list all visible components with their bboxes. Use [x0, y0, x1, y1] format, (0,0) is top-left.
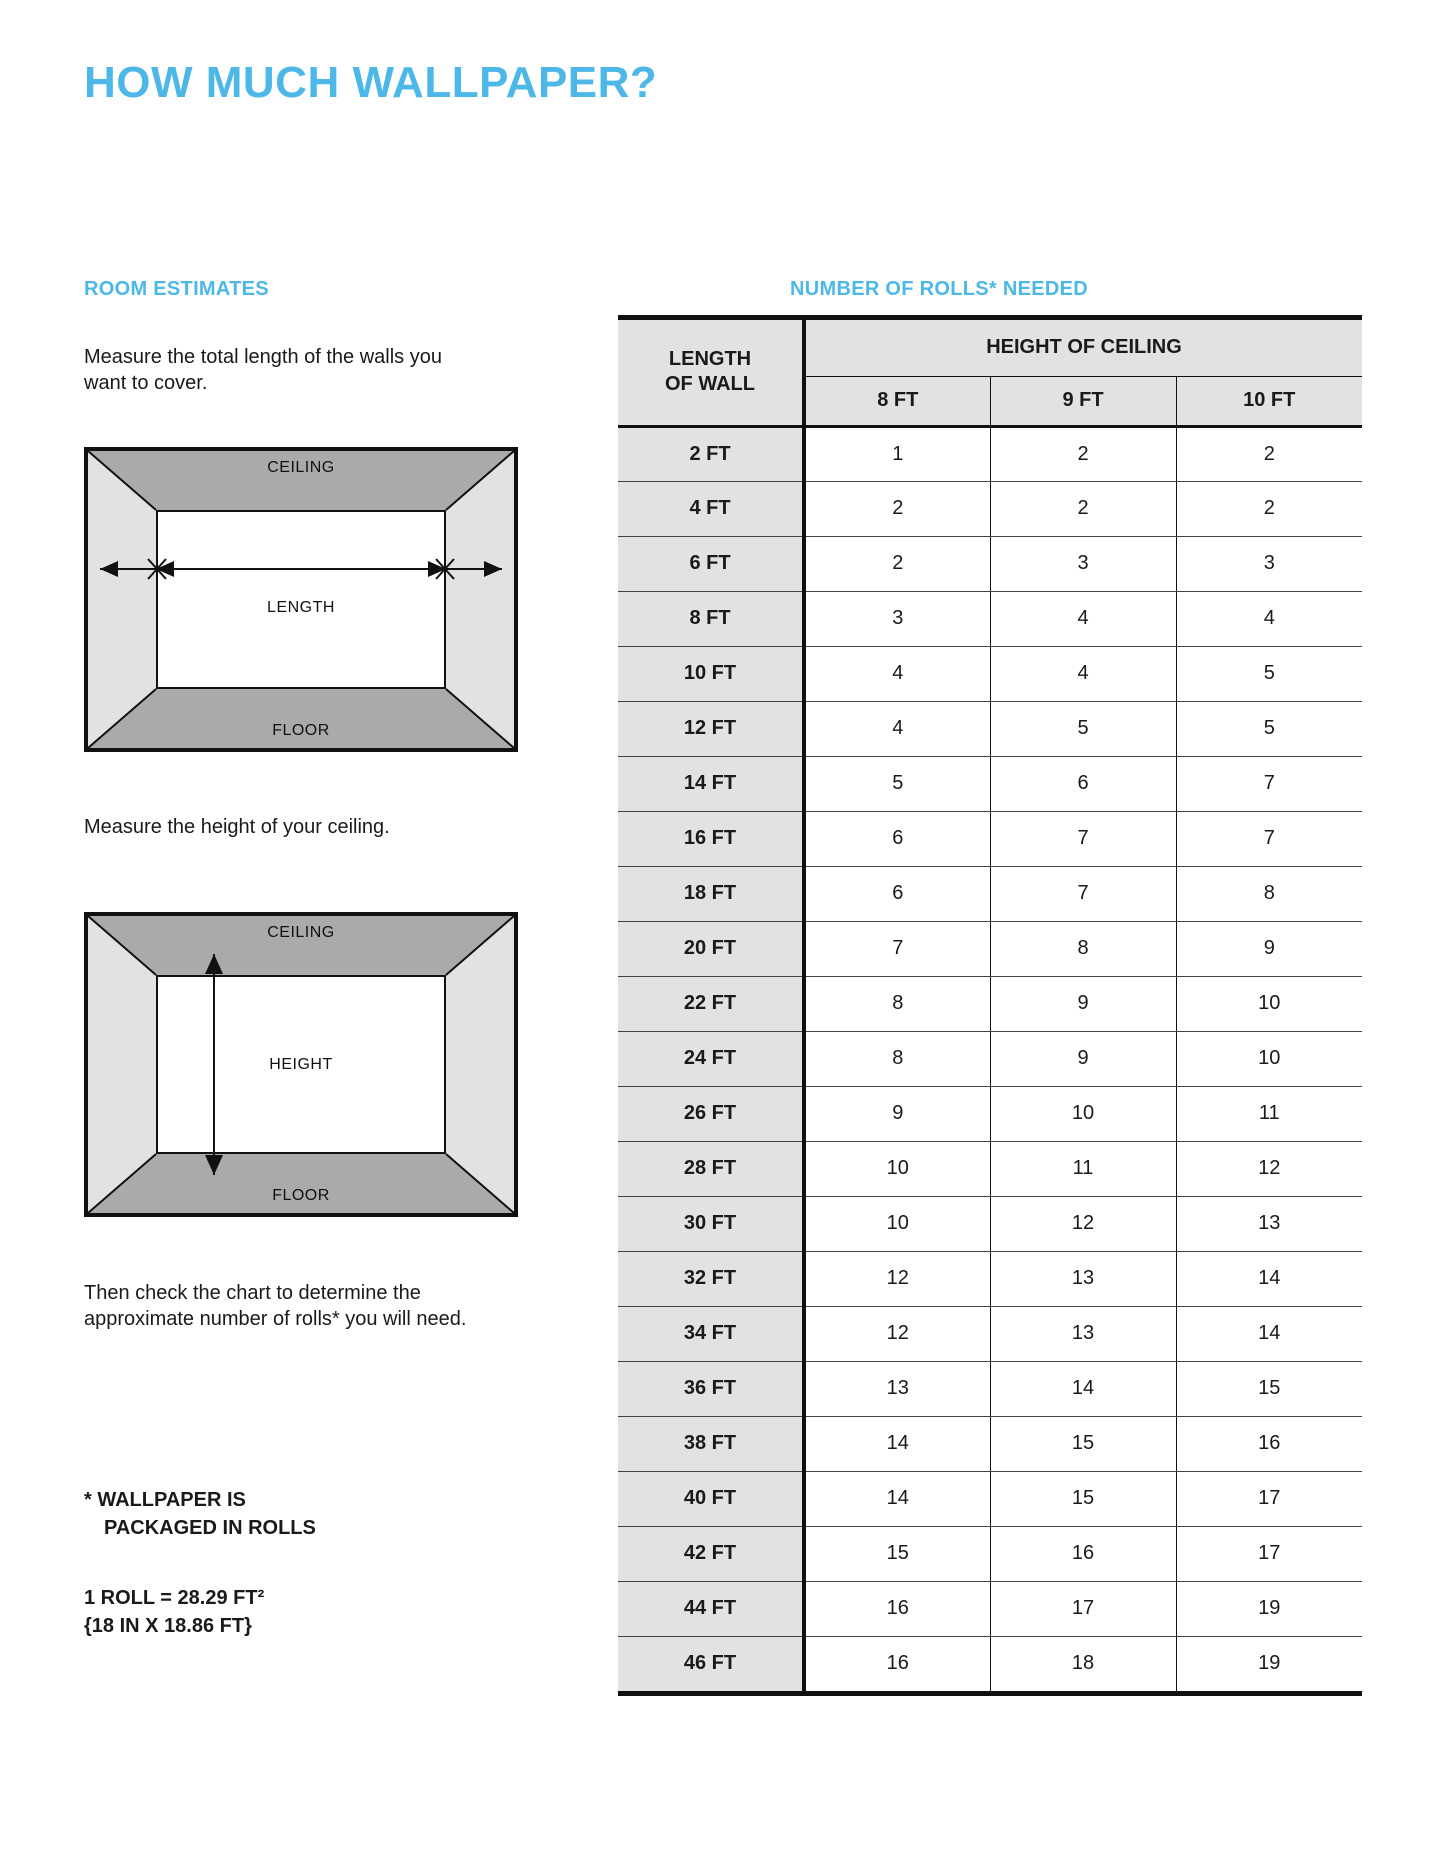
row-label: 46 FT	[618, 1636, 804, 1691]
row-label: 32 FT	[618, 1251, 804, 1306]
cell-9ft: 8	[990, 921, 1176, 976]
table-row	[618, 866, 1362, 921]
cell-10ft: 10	[1176, 1031, 1362, 1086]
cell-9ft: 6	[990, 756, 1176, 811]
cell-9ft: 2	[990, 426, 1176, 481]
cell-9ft: 9	[990, 1031, 1176, 1086]
cell-9ft: 7	[990, 811, 1176, 866]
cell-8ft: 2	[804, 481, 990, 536]
table-row	[618, 1471, 1362, 1526]
cell-10ft: 5	[1176, 701, 1362, 756]
cell-9ft: 4	[990, 591, 1176, 646]
row-label: 2 FT	[618, 426, 804, 481]
wallpaper-note-line2: PACKAGED IN ROLLS	[104, 1516, 316, 1539]
cell-8ft: 10	[804, 1196, 990, 1251]
row-label: 28 FT	[618, 1141, 804, 1196]
room-estimates-heading: ROOM ESTIMATES	[84, 278, 269, 300]
cell-8ft: 14	[804, 1416, 990, 1471]
table-row	[618, 1636, 1362, 1691]
cell-8ft: 8	[804, 1031, 990, 1086]
cell-8ft: 4	[804, 646, 990, 701]
cell-8ft: 12	[804, 1251, 990, 1306]
cell-8ft: 4	[804, 701, 990, 756]
table-row	[618, 811, 1362, 866]
table-row	[618, 976, 1362, 1031]
table-body	[618, 426, 1362, 1691]
table-row	[618, 921, 1362, 976]
cell-8ft: 15	[804, 1526, 990, 1581]
instruction-step-1: Measure the total length of the walls you want to cover.	[84, 346, 442, 395]
row-label: 40 FT	[618, 1471, 804, 1526]
table-row	[618, 1306, 1362, 1361]
cell-10ft: 16	[1176, 1416, 1362, 1471]
cell-10ft: 8	[1176, 866, 1362, 921]
cell-8ft: 16	[804, 1636, 990, 1691]
cell-9ft: 13	[990, 1251, 1176, 1306]
row-label: 24 FT	[618, 1031, 804, 1086]
instruction-step-3: Then check the chart to determine the approximate number of rolls* you will need.	[84, 1282, 467, 1331]
height-diagram-room	[88, 916, 514, 1213]
cell-10ft: 4	[1176, 591, 1362, 646]
cell-10ft: 10	[1176, 976, 1362, 1031]
cell-9ft: 17	[990, 1581, 1176, 1636]
cell-8ft: 12	[804, 1306, 990, 1361]
row-label: 20 FT	[618, 921, 804, 976]
wallpaper-note-line1: * WALLPAPER IS	[84, 1489, 246, 1511]
table-header-row-1	[618, 320, 1362, 376]
height-diagram	[84, 912, 518, 1217]
cell-9ft: 16	[990, 1526, 1176, 1581]
row-label: 6 FT	[618, 536, 804, 591]
row-label: 26 FT	[618, 1086, 804, 1141]
cell-10ft: 2	[1176, 481, 1362, 536]
roll-size-line1: 1 ROLL = 28.29 FT²	[84, 1587, 265, 1609]
table-row	[618, 1581, 1362, 1636]
table-row	[618, 1141, 1362, 1196]
cell-8ft: 13	[804, 1361, 990, 1416]
cell-9ft: 14	[990, 1361, 1176, 1416]
table-row	[618, 756, 1362, 811]
table-row	[618, 1361, 1362, 1416]
row-label: 12 FT	[618, 701, 804, 756]
cell-10ft: 3	[1176, 536, 1362, 591]
row-label: 16 FT	[618, 811, 804, 866]
row-label: 36 FT	[618, 1361, 804, 1416]
cell-10ft: 14	[1176, 1306, 1362, 1361]
rolls-needed-table-wrapper	[618, 315, 1362, 1696]
column-header-9ft: 9 FT	[990, 376, 1176, 426]
table-row	[618, 536, 1362, 591]
ceiling-label: CEILING	[267, 924, 335, 941]
cell-9ft: 18	[990, 1636, 1176, 1691]
cell-8ft: 1	[804, 426, 990, 481]
cell-9ft: 12	[990, 1196, 1176, 1251]
row-label: 38 FT	[618, 1416, 804, 1471]
column-header-8ft: 8 FT	[804, 376, 990, 426]
table-row	[618, 1416, 1362, 1471]
cell-8ft: 3	[804, 591, 990, 646]
cell-10ft: 15	[1176, 1361, 1362, 1416]
row-label: 4 FT	[618, 481, 804, 536]
table-row	[618, 1526, 1362, 1581]
height-label: HEIGHT	[269, 1056, 333, 1073]
cell-8ft: 6	[804, 866, 990, 921]
column-header-10ft: 10 FT	[1176, 376, 1362, 426]
row-label: 44 FT	[618, 1581, 804, 1636]
table-row	[618, 1251, 1362, 1306]
cell-10ft: 2	[1176, 426, 1362, 481]
cell-8ft: 14	[804, 1471, 990, 1526]
roll-size-note	[84, 1585, 264, 1640]
row-label: 34 FT	[618, 1306, 804, 1361]
cell-8ft: 9	[804, 1086, 990, 1141]
cell-9ft: 15	[990, 1416, 1176, 1471]
instruction-step-2: Measure the height of your ceiling.	[84, 816, 390, 838]
cell-8ft: 5	[804, 756, 990, 811]
cell-10ft: 12	[1176, 1141, 1362, 1196]
table-row	[618, 701, 1362, 756]
row-label: 30 FT	[618, 1196, 804, 1251]
cell-10ft: 19	[1258, 1652, 1281, 1675]
length-diagram-room	[88, 451, 514, 748]
cell-9ft: 9	[990, 976, 1176, 1031]
rolls-needed-table	[618, 320, 1362, 1691]
row-label: 22 FT	[618, 976, 804, 1031]
length-diagram	[84, 447, 518, 752]
cell-10ft: 17	[1176, 1526, 1362, 1581]
cell-10ft: 17	[1176, 1471, 1362, 1526]
cell-9ft: 15	[990, 1471, 1176, 1526]
cell-10ft: 19	[1176, 1581, 1362, 1636]
cell-9ft: 3	[990, 536, 1176, 591]
cell-9ft: 7	[990, 866, 1176, 921]
wallpaper-note	[84, 1487, 316, 1542]
cell-8ft: 8	[804, 976, 990, 1031]
length-of-wall-header-line1: LENGTH	[668, 348, 752, 371]
length-label: LENGTH	[267, 599, 335, 616]
roll-size-line2: {18 IN X 18.86 FT}	[84, 1614, 252, 1637]
table-row	[618, 591, 1362, 646]
cell-9ft: 5	[990, 701, 1176, 756]
cell-10ft: 13	[1176, 1196, 1362, 1251]
table-head	[618, 320, 1362, 426]
rolls-needed-heading: NUMBER OF ROLLS* NEEDED	[790, 278, 1089, 300]
table-row	[618, 1196, 1362, 1251]
cell-10ft: 7	[1176, 756, 1362, 811]
row-label: 10 FT	[618, 646, 804, 701]
floor-label: FLOOR	[272, 722, 330, 739]
cell-8ft: 6	[804, 811, 990, 866]
cell-9ft: 4	[990, 646, 1176, 701]
length-of-wall-header-line2: OF WALL	[665, 373, 755, 396]
cell-9ft: 10	[990, 1086, 1176, 1141]
floor-label: FLOOR	[272, 1187, 330, 1204]
row-label: 18 FT	[618, 866, 804, 921]
cell-10ft: 11	[1176, 1086, 1362, 1141]
table-row	[618, 646, 1362, 701]
cell-9ft: 2	[990, 481, 1176, 536]
height-of-ceiling-header: HEIGHT OF CEILING	[804, 320, 1362, 376]
cell-10ft: 5	[1176, 646, 1362, 701]
ceiling-label: CEILING	[267, 459, 335, 476]
page-title: HOW MUCH WALLPAPER?	[84, 58, 658, 107]
cell-8ft: 10	[804, 1141, 990, 1196]
cell-9ft: 11	[990, 1141, 1176, 1196]
row-label: 8 FT	[618, 591, 804, 646]
table-row	[618, 1031, 1362, 1086]
length-of-wall-header	[618, 320, 804, 426]
table-row	[618, 426, 1362, 481]
cell-9ft: 13	[990, 1306, 1176, 1361]
cell-10ft: 9	[1176, 921, 1362, 976]
row-label: 14 FT	[618, 756, 804, 811]
cell-10ft: 14	[1176, 1251, 1362, 1306]
table-row	[618, 1086, 1362, 1141]
cell-8ft: 2	[804, 536, 990, 591]
cell-8ft: 7	[804, 921, 990, 976]
table-row	[618, 481, 1362, 536]
rolls-needed-table-border	[618, 315, 1362, 1696]
cell-10ft: 7	[1176, 811, 1362, 866]
cell-8ft: 16	[804, 1581, 990, 1636]
row-label: 42 FT	[618, 1526, 804, 1581]
